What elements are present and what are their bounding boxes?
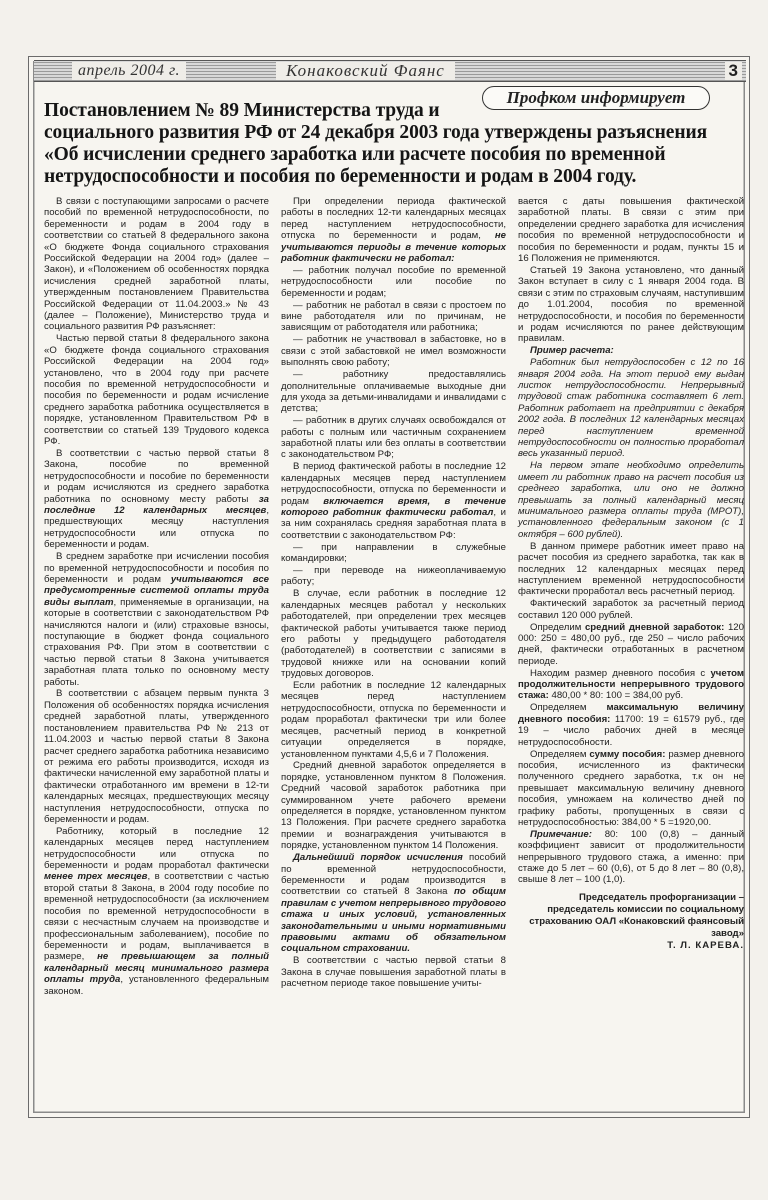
list-item: — работник получал пособие по временной нетрудоспособности или пособие по беременности и родам; — [281, 264, 506, 299]
text-run: пособий по временной нетрудоспособности, беременности и родам производится в соответствии со статьей 8 Закона — [281, 852, 506, 898]
paragraph — [281, 461, 506, 541]
newspaper-title: Конаковский Фаянс — [276, 62, 455, 80]
emphasis: по общим правилам с учетом непрерывного трудового стажа и иных условий, установленных законодательными и иными нормативными правовыми актами об обязательном социальном страховании. — [281, 886, 506, 955]
emphasis: сумму пособия: — [589, 748, 666, 760]
list-item: — при переводе на нижеоплачиваемую работу; — [281, 565, 506, 588]
paragraph: Если работник в последние 12 календарных месяцев перед наступлением нетрудоспособности, отпуска по беременности и родам проработал фактически три или более месяцев, расчетный период в конкретной ситуации определяется в порядке, установленном пунктами 4,5,6 и 7 Положения. — [281, 680, 506, 760]
paragraph — [44, 448, 269, 551]
paragraph — [518, 622, 744, 668]
emphasis: Дальнейший порядок исчисления — [293, 852, 463, 864]
column-2 — [281, 196, 506, 997]
paragraph: Фактический заработок за расчетный период составил 120 000 рублей. — [518, 598, 744, 621]
example-label — [518, 345, 744, 356]
paragraph — [518, 668, 744, 702]
text-run: , установленного федеральным законом. — [44, 974, 269, 997]
text-run: , и за ним сохранялась средняя заработная плата в соответствии с законодательством РФ: — [281, 506, 506, 541]
headline-line: Постановлением № 89 Министерства труда и — [44, 100, 440, 121]
list-item: — работник в других случаях освобождался от работы с полным или частичным сохранением заработной платы или без оплаты в соответствии с законодательством РФ; — [281, 415, 506, 461]
paragraph: Статьей 19 Закона установлено, что данный Закон вступает в силу с 1 января 2004 года. В связи с этим по страховым случаям, наступившим до 1.01.2004, пособия по временной нетрудоспособности, и пособия по беременности и родам исчисляются по ранее действующим правилам. — [518, 264, 744, 345]
paragraph: Средний дневной заработок определяется в порядке, установленном пунктом 8 Положения. Средний часовой заработок работника при суммированном учете рабочего времени определяется в порядке, установленном пунктом 13 Положения. При расчете среднего заработка премии и вознаграждения учитываются в порядке, установленном пунктом 14 Положения. — [281, 760, 506, 852]
column-3 — [518, 196, 744, 997]
text-run: , предшествующих месяцу наступления нетрудоспособности или отпуска по беременности и родам. — [44, 504, 269, 551]
emphasis: менее трех месяцев — [44, 871, 148, 883]
list-item: — при направлении в служебные командировки; — [281, 541, 506, 565]
emphasis: включается время, в течение которого работник фактически работал — [281, 495, 506, 518]
paragraph — [281, 196, 506, 264]
text-run: Определяем — [530, 702, 607, 714]
paragraph — [44, 551, 269, 688]
emphasis: учетом продолжительности непрерывного трудового стажа: — [518, 667, 744, 702]
list-item: — работник не участвовал в забастовке, но в связи с этой забастовкой не имел возможности выполнять свою работу; — [281, 334, 506, 369]
list-item: — работнику предоставлялись дополнительные оплачиваемые выходные дни для ухода за детьми-инвалидами и инвалидами с детства; — [281, 369, 506, 415]
paragraph: В соответствии с абзацем первым пункта 3 Положения об особенностях порядка исчисления средней заработной платы, утвержденного постановлением правительства РФ № 213 от 11.04.2003 и частью первой статьи 8 Закона расчет среднего заработка работника независимо от режима его работы производится, исходя из фактически начисленной ему заработной платы и фактически отработанного им времени в 12-ти календарных месяцах, предшествующих месяцу наступления нетрудоспособности, отпуска по беременности и родам. — [44, 688, 269, 825]
signature-line: Председатель профорганизации – — [578, 891, 744, 903]
paragraph: В случае, если работник в последние 12 календарных месяцев работал у нескольких работодателей, при определении трех месяцев фактической работы учитывается также период его работы у предыдущего работодателя (работодателей) в соответствии с записями в трудовой книжке или на основании копий трудовых договоров. — [281, 588, 506, 680]
text-run: Работнику, который в последние 12 календарных месяцев перед наступлением нетрудоспособности или отпуска по беременности и родам проработал фактически — [44, 825, 269, 872]
page-number: 3 — [725, 62, 742, 80]
paragraph — [518, 829, 744, 886]
emphasis: не превышающем за полный календарный месяц минимального размера оплаты труда — [44, 951, 269, 986]
text-run: размер дневного пособия, исчисленного из фактически полученного среднего заработка, т.к он не превышает максимальную величину дневного пособия, умножаем на количество дней по графику работы, пропущенных в связи с нетрудоспособностью: 384,00 * 5 =1920,00. — [518, 748, 744, 828]
paragraph: вается с даты повышения фактической заработной платы. В связи с этим при определении среднего заработка для исчисления пособия по временной нетрудоспособности и пособия по беременности и родам, пункты 15 и 16 Положения не применяются. — [518, 196, 744, 265]
column-1 — [44, 196, 269, 997]
emphasis: учитываются все предусмотренные системой оплаты труда виды выплат — [44, 573, 269, 608]
emphasis: Пример расчета: — [530, 345, 614, 357]
headline-line: «Об исчислении среднего заработка или расчете пособия по временной — [44, 144, 666, 165]
text-run: 80: 100 (0,8) – данный коэффициент зависит от продолжительности непрерывного трудового стажа, а именно: при стаже до 5 лет – 60 (0,6), от 5 до 8 лет – 80 (0,8), свыше 8 лет – 100 (1,0). — [518, 828, 744, 886]
text-run: Определим — [530, 621, 585, 633]
signature-name: Т. Л. КАРЕВА. — [667, 939, 744, 951]
text-run: 120 000: 250 = 480,00 руб., где 250 – число рабочих дней, фактически отработанных в расчетном периоде. — [518, 621, 744, 667]
list-item: — работник не работал в связи с простоем по вине работодателя или по причинам, не зависящим от работодателя или работника; — [281, 299, 506, 334]
headline-line: нетрудоспособности и пособия по беременности и родам в 2004 году. — [44, 166, 637, 187]
text-run: Определяем — [530, 748, 590, 760]
section-badge: Профком информирует — [482, 86, 710, 110]
emphasis: не учитываются периоды в течение которых работник фактически не работал: — [281, 230, 506, 265]
text-run: 480,00 * 80: 100 = 384,00 руб. — [548, 690, 684, 702]
paragraph: В соответствии с частью первой статьи 8 Закона в случае повышения заработной платы в расчетном периоде такое повышение учиты- — [281, 955, 506, 990]
signature-block — [518, 892, 744, 952]
example-paragraph: Работник был нетрудоспособен с 12 по 16 января 2004 года. На этот период ему выдан листок нетрудоспособности. Непрерывный трудовой стаж работника составляет 6 лет. Работник работает на предприятии с декабря 2002 года. В последних 12 календарных месяцах перед наступлением временной нетрудоспособности он полностью проработал весь указанный период. — [518, 357, 744, 460]
paragraph — [518, 749, 744, 829]
text-run: , применяемые в организации, на которые в соответствии с законодательством РФ начисляются налоги и (или) страховые взносы, поступающие в бюджет фонда социального страхования РФ. При этом в соответствии с частью первой статьи 8 Закона учитывается заработная плата только по основному месту работы. — [44, 596, 269, 688]
emphasis: за последние 12 календарных месяцев — [44, 493, 269, 516]
masthead — [34, 60, 746, 82]
text-run: В среднем заработке при исчислении пособия по временной нетрудоспособности и пособия по беременности и родам — [44, 551, 269, 585]
paragraph: Частью первой статьи 8 федерального закона «О бюджете фонда социального страхования Российской Федерации на 2004 год» установлено, что в 2004 году при расчете пособия по временной нетрудоспособности и пособия по беременности и родам исчисление среднего заработка работника осуществляется в порядке, установленном Правительством РФ в соответствии со статьей 139 Трудового кодекса РФ. — [44, 333, 269, 448]
text-run: При определении периода фактической работы в последних 12-ти календарных месяцах перед наступлением нетрудоспособности, отпуска по беременности и родам, — [281, 196, 506, 242]
text-run: Находим размер дневного пособия с — [530, 667, 711, 679]
paragraph: В связи с поступающими запросами о расчете пособий по временной нетрудоспособности, по беременности и родам в 2004 году в соответствии со статьей 8 федерального закона «О бюджете Фонда социального страхования Российской Федерации на 2004 год» (далее – Закон), и «Положением об особенностях порядка исчисления средней заработной платы, утвержденным постановлением Правительства Российской Федерации от 11.04.2003.» № 43 (далее – Положение), Министерство труда и социального развития РФ разъясняет: — [44, 196, 269, 333]
example-paragraph: На первом этапе необходимо определить имеет ли работник право на расчет пособия из среднего заработка, или оно не должно превышать за полный календарный месяц минимального размера оплаты труда (МРОТ), установленного федеральным законом (с 1 октября – 600 рублей). — [518, 460, 744, 540]
headline-line: социального развития РФ от 24 декабря 2003 года утверждены разъяснения — [44, 122, 708, 143]
emphasis: Примечание: — [530, 828, 592, 840]
signature-line: председатель комиссии по социальному страхованию ОАЛ «Конаковский фаянсовый завод» — [529, 903, 744, 939]
paragraph — [44, 826, 269, 997]
paragraph — [518, 702, 744, 748]
issue-date: апрель 2004 г. — [72, 62, 186, 80]
text-run: В соответствии с частью первой статьи 8 Закона, пособие по временной нетрудоспособности и пособие по беременности и родам исчисляются из среднего заработка работника по основному месту работы — [44, 447, 269, 505]
emphasis: максимальную величину дневного пособия: — [518, 702, 745, 725]
paragraph — [281, 852, 506, 955]
emphasis: средний дневной заработок: — [584, 621, 725, 633]
text-run: В период фактической работы в последние 12 календарных месяцев перед наступлением нетрудоспособности, отпуска по беременности и родам — [281, 461, 506, 507]
text-run: , в соответствии с частью второй статьи 8 Закона, в 2004 году пособие по временной нетрудоспособности (за исключением пособия по временной нетрудоспособности в связи с несчастным случаем на производстве и профессиональным заболеванием), пособие по беременности и родам, выплачивается в размере, — [44, 871, 269, 963]
article-body — [44, 196, 744, 997]
article-headline — [44, 100, 744, 188]
text-run: 11700: 19 = 61579 руб., где 19 – число рабочих дней в месяце нетрудоспособности. — [518, 713, 744, 748]
paragraph: В данном примере работник имеет право на расчет пособия из среднего заработка, так как в последних 12 календарных месяцах перед наступлением временной нетрудоспособности фактически проработал весь расчетный период. — [518, 540, 744, 598]
